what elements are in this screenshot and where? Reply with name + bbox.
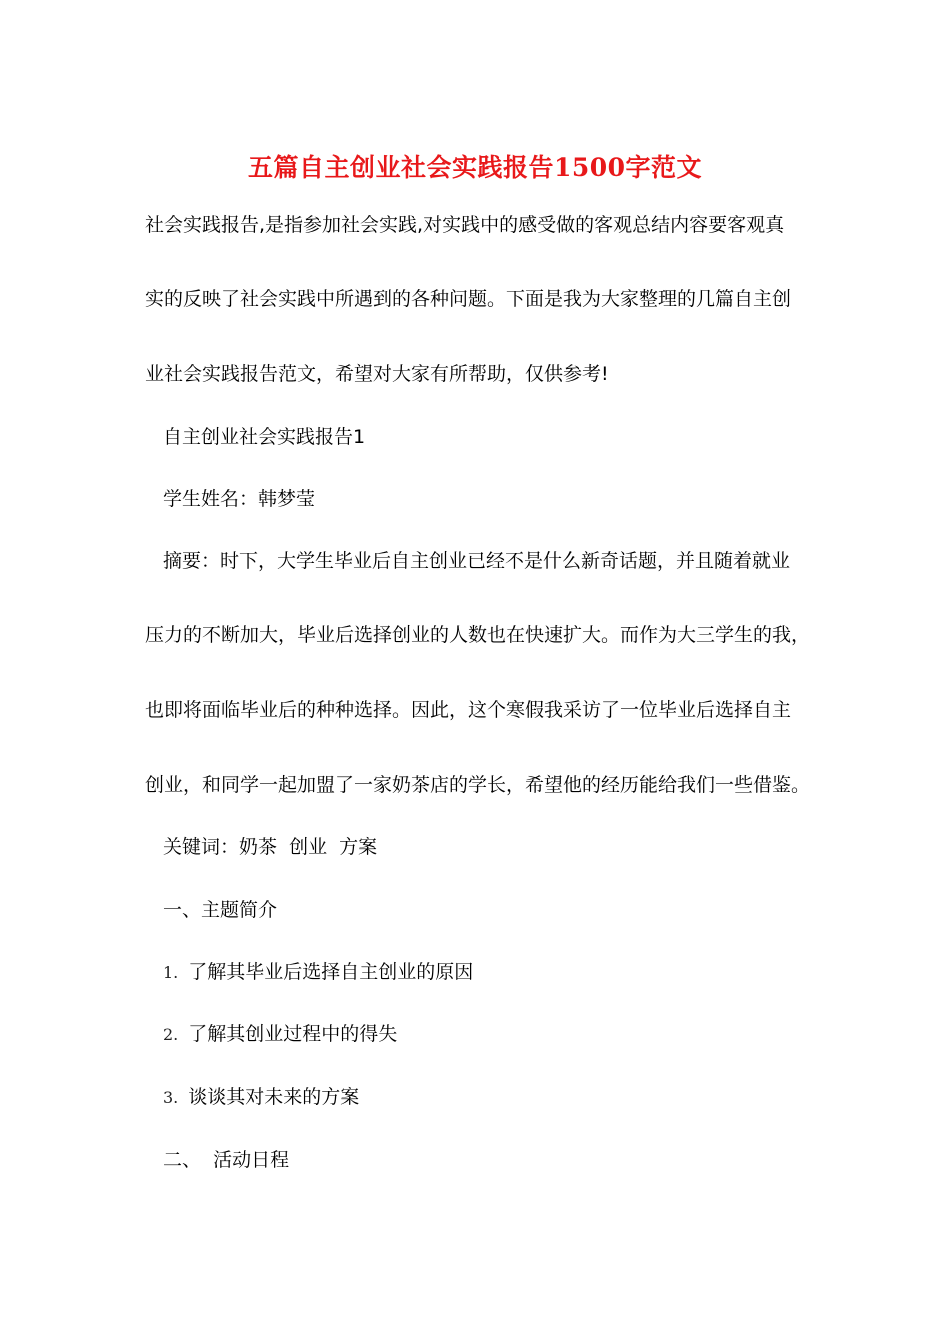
document-title: 五篇自主创业社会实践报告1500字范文 — [247, 153, 703, 182]
topic-item-3 — [163, 1083, 359, 1112]
abstract-line-2: 压力的不断加大，毕业后选择创业的人数也在快速扩大。而作为大三学生的我， — [145, 624, 811, 646]
intro-line-3: 业社会实践报告范文，希望对大家有所帮助，仅供参考! — [145, 363, 609, 385]
topic-text: 谈谈其对未来的方案 — [188, 1086, 360, 1108]
intro-line-1: 社会实践报告,是指参加社会实践,对实践中的感受做的客观总结内容要客观真 — [145, 214, 785, 236]
section-heading-2: 二、 活动日程 — [163, 1149, 290, 1171]
topic-number: 3. — [163, 1088, 179, 1107]
abstract-line-4: 创业，和同学一起加盟了一家奶茶店的学长，希望他的经历能给我们一些借鉴。 — [145, 774, 811, 796]
abstract-line-1: 摘要：时下，大学生毕业后自主创业已经不是什么新奇话题，并且随着就业 — [163, 550, 791, 572]
keywords: 关键词：奶茶 创业 方案 — [163, 836, 378, 858]
student-name: 学生姓名：韩梦莹 — [163, 488, 316, 510]
topic-text: 了解其创业过程中的得失 — [188, 1023, 398, 1045]
topic-number: 1. — [163, 963, 179, 982]
abstract-line-3: 也即将面临毕业后的种种选择。因此，这个寒假我采访了一位毕业后选择自主 — [145, 699, 792, 721]
topic-text: 了解其毕业后选择自主创业的原因 — [188, 961, 474, 983]
intro-line-2: 实的反映了社会实践中所遇到的各种问题。下面是我为大家整理的几篇自主创 — [145, 288, 792, 310]
topic-item-1 — [163, 958, 473, 987]
report-heading: 自主创业社会实践报告1 — [163, 426, 366, 448]
topic-number: 2. — [163, 1025, 179, 1044]
topic-item-2 — [163, 1020, 397, 1049]
section-heading-1: 一、主题简介 — [163, 899, 278, 921]
